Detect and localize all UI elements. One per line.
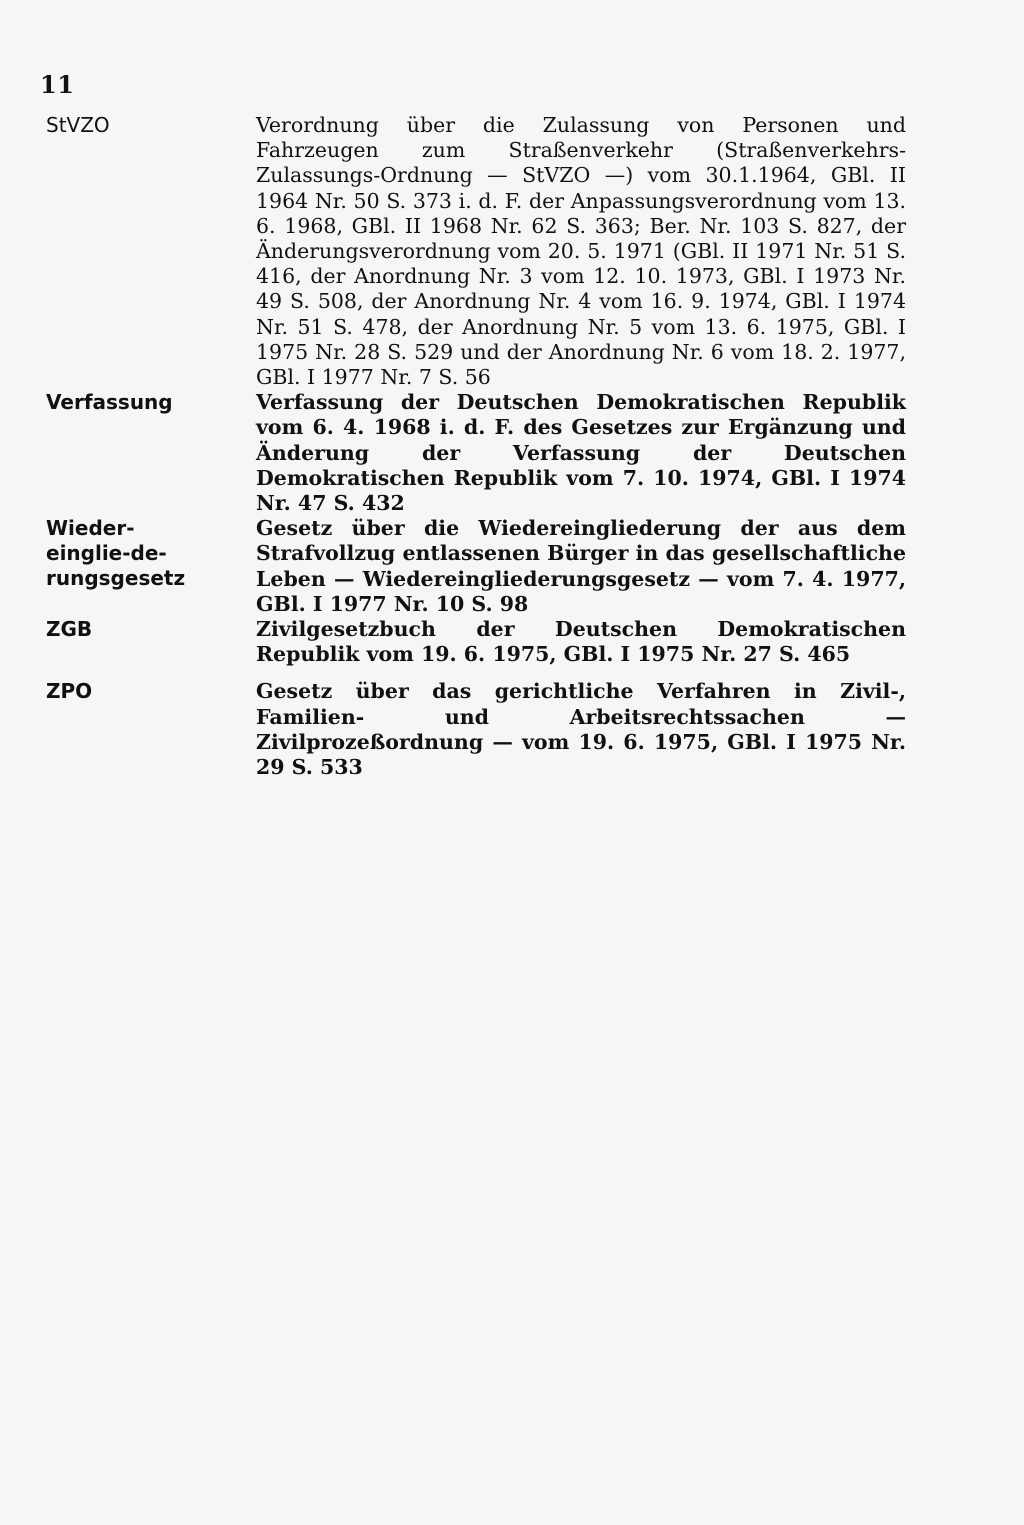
- list-item: [0, 679, 1024, 780]
- list-item: [0, 516, 1024, 617]
- definition: Gesetz über die Wiedereingliederung der aus dem Strafvollzug entlassenen Bürger in das gesellschaftliche Leben — Wiedereingliederungsgesetz — vom 7. 4. 1977, GBl. I 1977 Nr. 10 S. 98: [256, 516, 906, 616]
- abbreviation: StVZO: [46, 113, 110, 137]
- abbreviation: Wieder- einglie-de- rungsgesetz: [46, 516, 186, 591]
- definition: Verordnung über die Zulassung von Personen und Fahrzeugen zum Straßenverkehr (Straßenverkehrs-Zulassungs-Ordnung — StVZO —) vom 30.1.1964, GBl. II 1964 Nr. 50 S. 373 i. d. F. der Anpassungsverordnung vom 13. 6. 1968, GBl. II 1968 Nr. 62 S. 363; Ber. Nr. 103 S. 827, der Änderungsverordnung vom 20. 5. 1971 (GBl. II 1971 Nr. 51 S. 416, der Anordnung Nr. 3 vom 12. 10. 1973, GBl. I 1973 Nr. 49 S. 508, der Anordnung Nr. 4 vom 16. 9. 1974, GBl. I 1974 Nr. 51 S. 478, der Anordnung Nr. 5 vom 13. 6. 1975, GBl. I 1975 Nr. 28 S. 529 und der Anordnung Nr. 6 vom 18. 2. 1977, GBl. I 1977 Nr. 7 S. 56: [256, 113, 906, 390]
- definition: Gesetz über das gerichtliche Verfahren in Zivil-, Familien- und Arbeitsrechtssachen — Zivilprozeßordnung — vom 19. 6. 1975, GBl. I 1975 Nr. 29 S. 533: [256, 679, 906, 780]
- definition: Zivilgesetzbuch der Deutschen Demokratischen Republik vom 19. 6. 1975, GBl. I 1975 Nr. 27 S. 465: [256, 617, 906, 667]
- list-item: [0, 113, 1024, 390]
- abbreviation: ZGB: [46, 617, 93, 642]
- abbreviation: Verfassung: [46, 390, 173, 415]
- page-number: 11: [40, 70, 75, 99]
- list-item: [0, 617, 1024, 667]
- abbreviation-list: [0, 113, 1024, 780]
- definition: Verfassung der Deutschen Demokratischen Republik vom 6. 4. 1968 i. d. F. des Gesetzes zur Ergänzung und Änderung der Verfassung der Deutschen Demokratischen Republik vom 7. 10. 1974, GBl. I 1974 Nr. 47 S. 432: [256, 390, 906, 516]
- list-item: [0, 390, 1024, 516]
- abbreviation: ZPO: [46, 679, 93, 704]
